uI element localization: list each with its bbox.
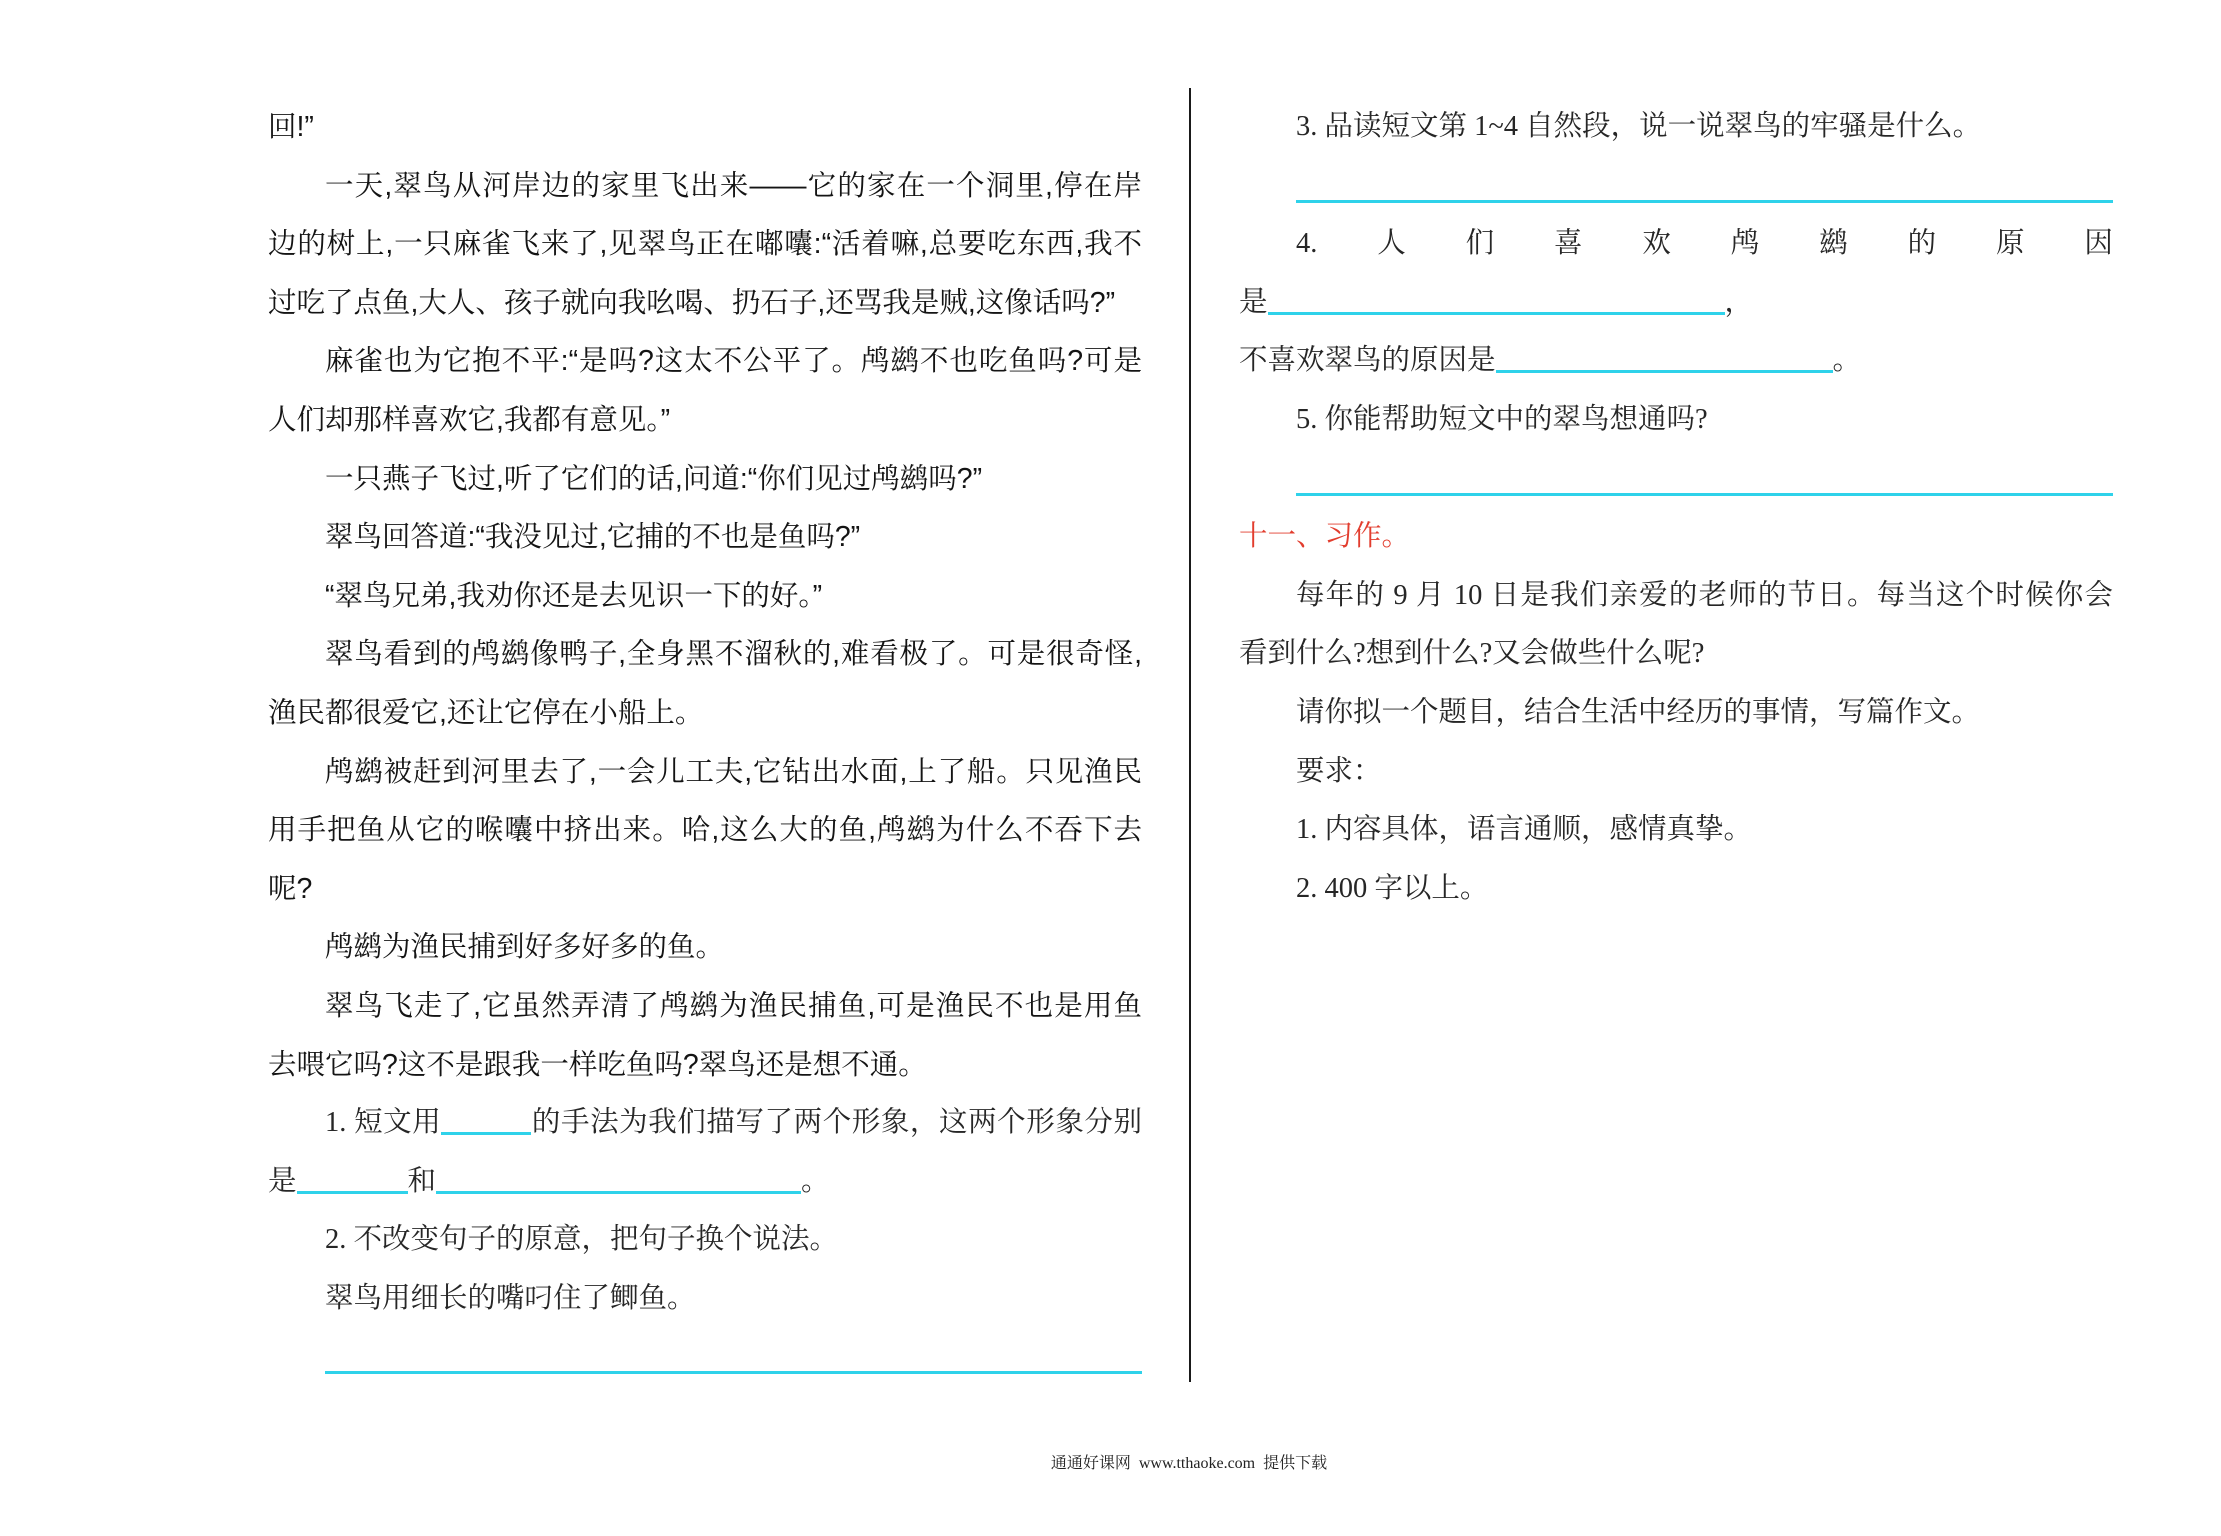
spread-glyph: 因 <box>2084 228 2113 260</box>
section-heading: 十一、习作。 <box>1239 521 1411 553</box>
question-5-prompt: 5. 你能帮助短文中的翠鸟想通吗? <box>1296 403 1708 435</box>
essay-intro-line-1: 每年的 9 月 10 日是我们亲爱的老师的节日。每当这个时候你会 <box>1296 579 2113 611</box>
essay-intro-line-2: 看到什么?想到什么?又会做些什么呢? <box>1239 638 1705 670</box>
spread-glyph: 的 <box>1907 228 1937 260</box>
answer-blank <box>297 1165 408 1194</box>
passage-line: 去喂它吗?这不是跟我一样吃鱼吗?翠鸟还是想不通。 <box>268 1048 927 1081</box>
question-1-line-2-end: 。 <box>801 1165 830 1197</box>
question-3-prompt: 3. 品读短文第 1~4 自然段，说一说翠鸟的牢骚是什么。 <box>1296 111 1982 142</box>
spread-glyph: 喜 <box>1554 228 1583 260</box>
question-1-text-before: 1. 短文用 <box>325 1107 442 1139</box>
answer-rule <box>1296 493 2113 496</box>
spread-glyph: 们 <box>1465 228 1495 260</box>
requirements-label: 要求： <box>1296 755 1382 787</box>
passage-line: 麻雀也为它抱不平:“是吗?这太不公平了。鸬鹚不也吃鱼吗?可是 <box>325 345 1142 378</box>
question-1-line-1 <box>268 1094 1142 1153</box>
passage-line: “翠鸟兄弟,我劝你还是去见识一下的好。” <box>325 579 823 612</box>
answer-blank <box>441 1106 531 1135</box>
page-divider <box>1189 88 1191 1382</box>
answer-rule <box>325 1371 1142 1374</box>
passage-line: 渔民都很爱它,还让它停在小船上。 <box>268 696 704 729</box>
question-4-line-3 <box>1239 332 2113 391</box>
passage-line: 边的树上,一只麻雀飞来了,见翠鸟正在嘟囔:“活着嘛,总要吃东西,我不 <box>268 228 1142 261</box>
answer-rule <box>1296 200 2113 203</box>
passage-line: 过吃了点鱼,大人、孩子就向我吆喝、扔石子,还骂我是贼,这像话吗?” <box>268 286 1116 319</box>
footer-credit: 通通好课网 www.tthaoke.com 提供下载 <box>1050 1455 1328 1472</box>
passage-line: 呢? <box>268 872 313 905</box>
passage-line: 人们却那样喜欢它,我都有意见。” <box>268 403 671 436</box>
right-column <box>1239 98 2113 918</box>
answer-line <box>1239 157 2113 216</box>
answer-line <box>1239 450 2113 509</box>
spread-glyph: 鹚 <box>1819 228 1848 260</box>
passage-line: 回!” <box>268 111 314 143</box>
question-2-prompt: 2. 不改变句子的原意，把句子换个说法。 <box>325 1224 839 1256</box>
spread-glyph: 欢 <box>1642 228 1671 260</box>
passage-line: 翠鸟飞走了,它虽然弄清了鸬鹚为渔民捕鱼,可是渔民不也是用鱼 <box>325 989 1142 1022</box>
essay-instruction: 请你拟一个题目，结合生活中经历的事情，写篇作文。 <box>1296 696 1981 728</box>
spread-glyph: 鸬 <box>1730 228 1760 260</box>
question-1-line-2 <box>268 1153 1142 1212</box>
question-1-line-2-start: 是 <box>268 1165 297 1197</box>
answer-line <box>268 1328 1142 1387</box>
question-2-sentence: 翠鸟用细长的嘴叼住了鲫鱼。 <box>325 1282 696 1314</box>
passage-line: 鸬鹚为渔民捕到好多好多的鱼。 <box>325 931 725 964</box>
question-1-line-2-mid: 和 <box>407 1165 437 1197</box>
passage-line: 用手把鱼从它的喉囔中挤出来。哈,这么大的鱼,鸬鹚为什么不吞下去 <box>268 814 1142 847</box>
passage-line: 翠鸟看到的鸬鹚像鸭子,全身黑不溜秋的,难看极了。可是很奇怪, <box>325 638 1142 671</box>
question-1-text-after: 的手法为我们描写了两个形象，这两个形象分别 <box>531 1107 1142 1139</box>
spread-glyph: 4. <box>1296 228 1318 260</box>
question-4-line-3-end: 。 <box>1832 345 1862 377</box>
question-4-line-2-start: 是 <box>1239 286 1268 318</box>
answer-blank <box>1268 286 1725 315</box>
passage-line: 一只燕子飞过,听了它们的话,问道:“你们见过鸬鹚吗?” <box>325 462 983 495</box>
answer-blank <box>436 1165 801 1194</box>
question-4-line-3-start: 不喜欢翠鸟的原因是 <box>1239 345 1496 377</box>
passage-line: 翠鸟回答道:“我没见过,它捕的不也是鱼吗?” <box>325 521 861 554</box>
answer-blank <box>1496 345 1833 374</box>
question-4-line-2 <box>1239 274 2113 333</box>
spread-glyph: 人 <box>1377 228 1406 260</box>
question-4-line-1 <box>1239 215 2113 274</box>
question-4-line-2-end: ， <box>1724 286 1754 318</box>
requirement-item: 1. 内容具体，语言通顺，感情真挚。 <box>1296 814 1753 846</box>
spread-glyph: 原 <box>1995 228 2025 260</box>
requirement-item: 2. 400 字以上。 <box>1296 872 1489 904</box>
passage-line: 鸬鹚被赶到河里去了,一会儿工夫,它钻出水面,上了船。只见渔民 <box>325 755 1142 788</box>
left-column <box>268 98 1142 1387</box>
passage-line: 一天,翠鸟从河岸边的家里飞出来——它的家在一个洞里,停在岸 <box>325 169 1142 202</box>
